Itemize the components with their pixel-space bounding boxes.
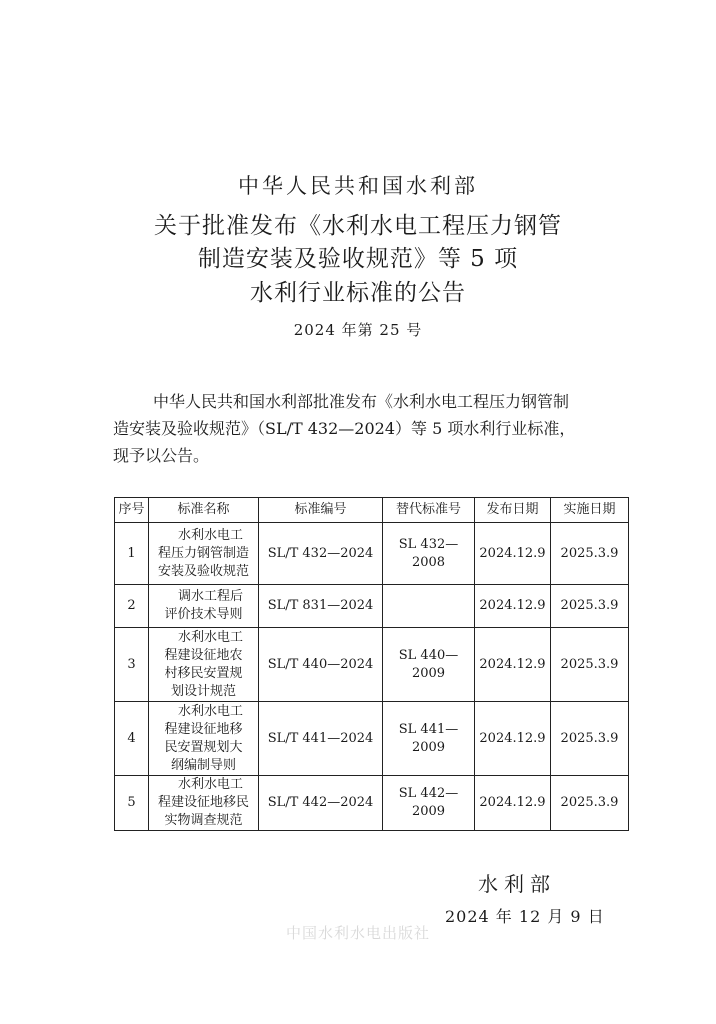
row-number: 3	[115, 628, 149, 702]
standard-name-line: 划设计规范	[170, 683, 236, 699]
column-header: 标准名称	[149, 498, 259, 523]
body-line: 现予以公告。	[113, 446, 210, 465]
row-number: 2	[115, 585, 149, 628]
standard-name-line: 程压力钢管制造	[157, 545, 249, 561]
replaced-standard	[383, 585, 475, 628]
standard-name	[149, 776, 259, 831]
standard-name-line: 民安置规划大	[164, 739, 243, 755]
effective-date: 2025.3.9	[551, 585, 629, 628]
column-header: 发布日期	[475, 498, 551, 523]
announcement-title-line-1: 关于批准发布《水利水电工程压力钢管	[154, 213, 562, 239]
standard-code: SL/T 442—2024	[259, 776, 383, 831]
table-row	[115, 585, 629, 628]
column-header: 标准编号	[259, 498, 383, 523]
replaced-standard: SL 432—2008	[383, 523, 475, 585]
publish-date: 2024.12.9	[475, 702, 551, 776]
standard-name-line: 实物调查规范	[164, 813, 243, 828]
publish-date: 2024.12.9	[475, 585, 551, 628]
column-header: 实施日期	[551, 498, 629, 523]
replaced-standard: SL 441—2009	[383, 702, 475, 776]
standard-name-line: 程建设征地移民	[157, 795, 249, 810]
standard-code: SL/T 432—2024	[259, 523, 383, 585]
standard-name	[149, 628, 259, 702]
standard-code: SL/T 440—2024	[259, 628, 383, 702]
row-number: 5	[115, 776, 149, 831]
table-row	[115, 702, 629, 776]
standard-name-line: 调水工程后	[177, 589, 243, 604]
effective-date: 2025.3.9	[551, 628, 629, 702]
standard-name-line: 程建设征地农	[164, 647, 243, 663]
issuing-ministry: 中华人民共和国水利部	[238, 174, 478, 198]
standard-name-line: 水利水电工	[177, 777, 243, 792]
replaced-standard: SL 442—2009	[383, 776, 475, 831]
standard-name-line: 评价技术导则	[164, 607, 243, 622]
body-line: 造安装及验收规范》（SL/T 432—2024）等 5 项水利行业标准，	[113, 419, 576, 438]
announcement-title-line-2: 制造安装及验收规范》等 5 项	[197, 246, 519, 272]
standard-name-line: 纲编制导则	[170, 757, 236, 773]
publisher-watermark: 中国水利水电出版社	[285, 924, 430, 942]
row-number: 1	[115, 523, 149, 585]
table-row	[115, 776, 629, 831]
table-row	[115, 628, 629, 702]
publish-date: 2024.12.9	[475, 523, 551, 585]
column-header: 序号	[115, 498, 149, 523]
table-row	[115, 523, 629, 585]
standard-name-line: 村移民安置规	[164, 665, 243, 681]
publish-date: 2024.12.9	[475, 628, 551, 702]
standards-table	[114, 497, 629, 831]
standard-name	[149, 523, 259, 585]
standard-name-line: 水利水电工	[177, 703, 243, 719]
signature: 水利部	[478, 872, 556, 896]
standard-name	[149, 585, 259, 628]
standard-name-line: 程建设征地移	[164, 721, 243, 737]
standard-name-line: 安装及验收规范	[157, 563, 249, 579]
announcement-title-line-3: 水利行业标准的公告	[250, 280, 466, 306]
standard-code: SL/T 831—2024	[259, 585, 383, 628]
publish-date: 2024.12.9	[475, 776, 551, 831]
replaced-standard: SL 440—2009	[383, 628, 475, 702]
document-number: 2024 年第 25 号	[293, 321, 423, 339]
table-header-row	[115, 498, 629, 523]
effective-date: 2025.3.9	[551, 523, 629, 585]
announcement-body	[113, 388, 623, 469]
effective-date: 2025.3.9	[551, 702, 629, 776]
standard-name-line: 水利水电工	[177, 629, 243, 645]
standard-name-line: 水利水电工	[177, 527, 243, 543]
row-number: 4	[115, 702, 149, 776]
column-header: 替代标准号	[383, 498, 475, 523]
body-line: 中华人民共和国水利部批准发布《水利水电工程压力钢管制	[153, 392, 570, 411]
effective-date: 2025.3.9	[551, 776, 629, 831]
standard-code: SL/T 441—2024	[259, 702, 383, 776]
signature-date: 2024 年 12 月 9 日	[445, 907, 605, 926]
standard-name	[149, 702, 259, 776]
